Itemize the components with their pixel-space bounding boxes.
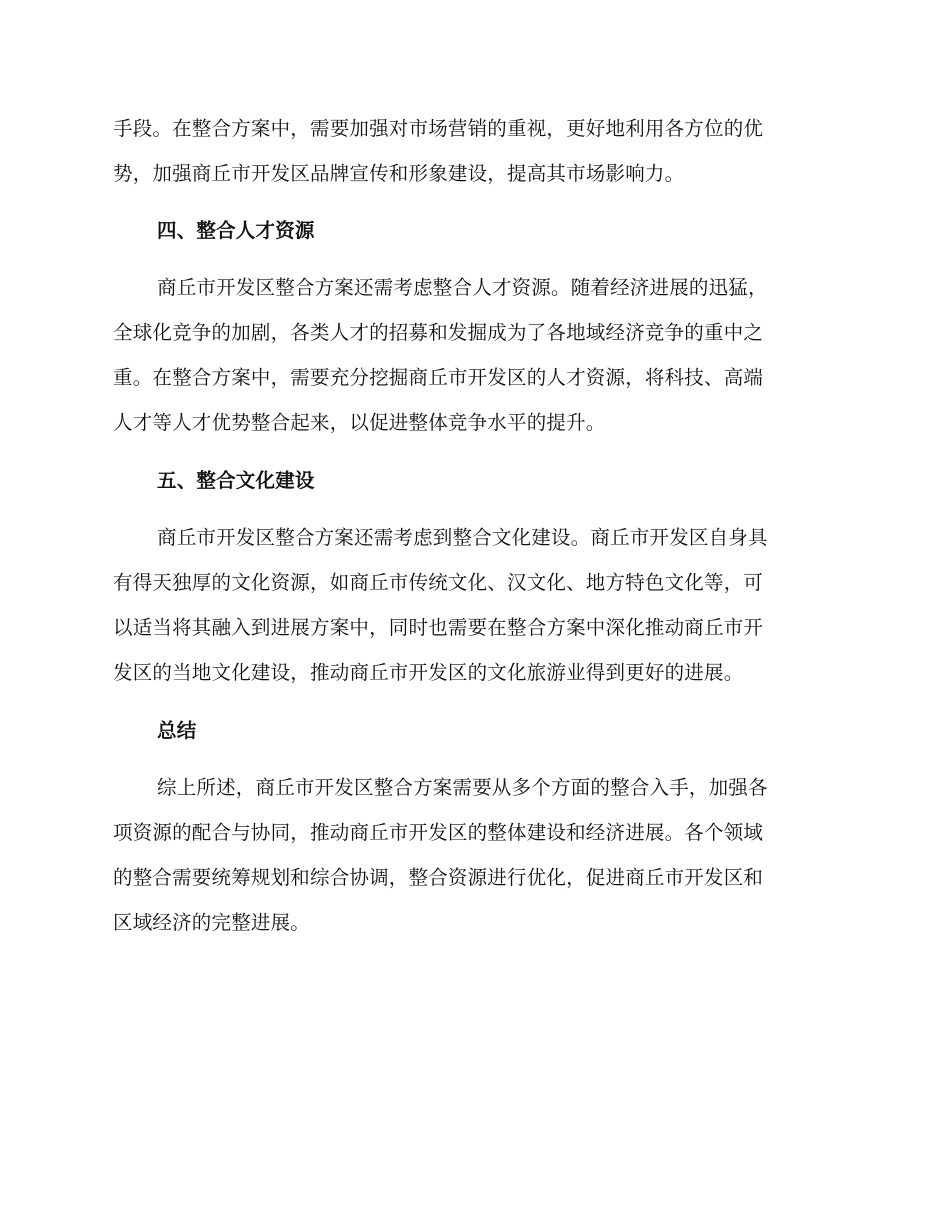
paragraph-line: 商丘市开发区整合方案还需考虑整合人才资源。随着经济进展的迅猛，: [157, 276, 768, 299]
section-heading-culture: 五、整合文化建设: [157, 469, 315, 492]
paragraph-line: 重。在整合方案中，需要充分挖掘商丘市开发区的人才资源，将科技、高端: [113, 366, 764, 389]
paragraph-line: 有得天独厚的文化资源，如商丘市传统文化、汉文化、地方特色文化等，可: [113, 571, 764, 594]
paragraph-line: 商丘市开发区整合方案还需考虑到整合文化建设。商丘市开发区自身具: [157, 526, 768, 549]
paragraph-line: 人才等人才优势整合起来，以促进整体竞争水平的提升。: [113, 411, 606, 434]
paragraph-line: 手段。在整合方案中，需要加强对市场营销的重视，更好地利用各方位的优: [113, 117, 764, 140]
paragraph-line: 以适当将其融入到进展方案中，同时也需要在整合方案中深化推动商丘市开: [113, 616, 764, 639]
section-heading-talent: 四、整合人才资源: [157, 219, 315, 242]
paragraph-line: 发区的当地文化建设，推动商丘市开发区的文化旅游业得到更好的进展。: [113, 661, 744, 684]
section-heading-summary: 总结: [157, 719, 197, 742]
paragraph-line: 综上所述，商丘市开发区整合方案需要从多个方面的整合入手，加强各: [157, 776, 768, 799]
paragraph-line: 区域经济的完整进展。: [113, 911, 311, 934]
paragraph-line: 的整合需要统筹规划和综合协调，整合资源进行优化，促进商丘市开发区和: [113, 866, 764, 889]
paragraph-line: 势，加强商丘市开发区品牌宣传和形象建设，提高其市场影响力。: [113, 162, 685, 185]
paragraph-line: 全球化竞争的加剧，各类人才的招募和发掘成为了各地域经济竞争的重中之: [113, 321, 764, 344]
paragraph-line: 项资源的配合与协同，推动商丘市开发区的整体建设和经济进展。各个领域: [113, 821, 764, 844]
